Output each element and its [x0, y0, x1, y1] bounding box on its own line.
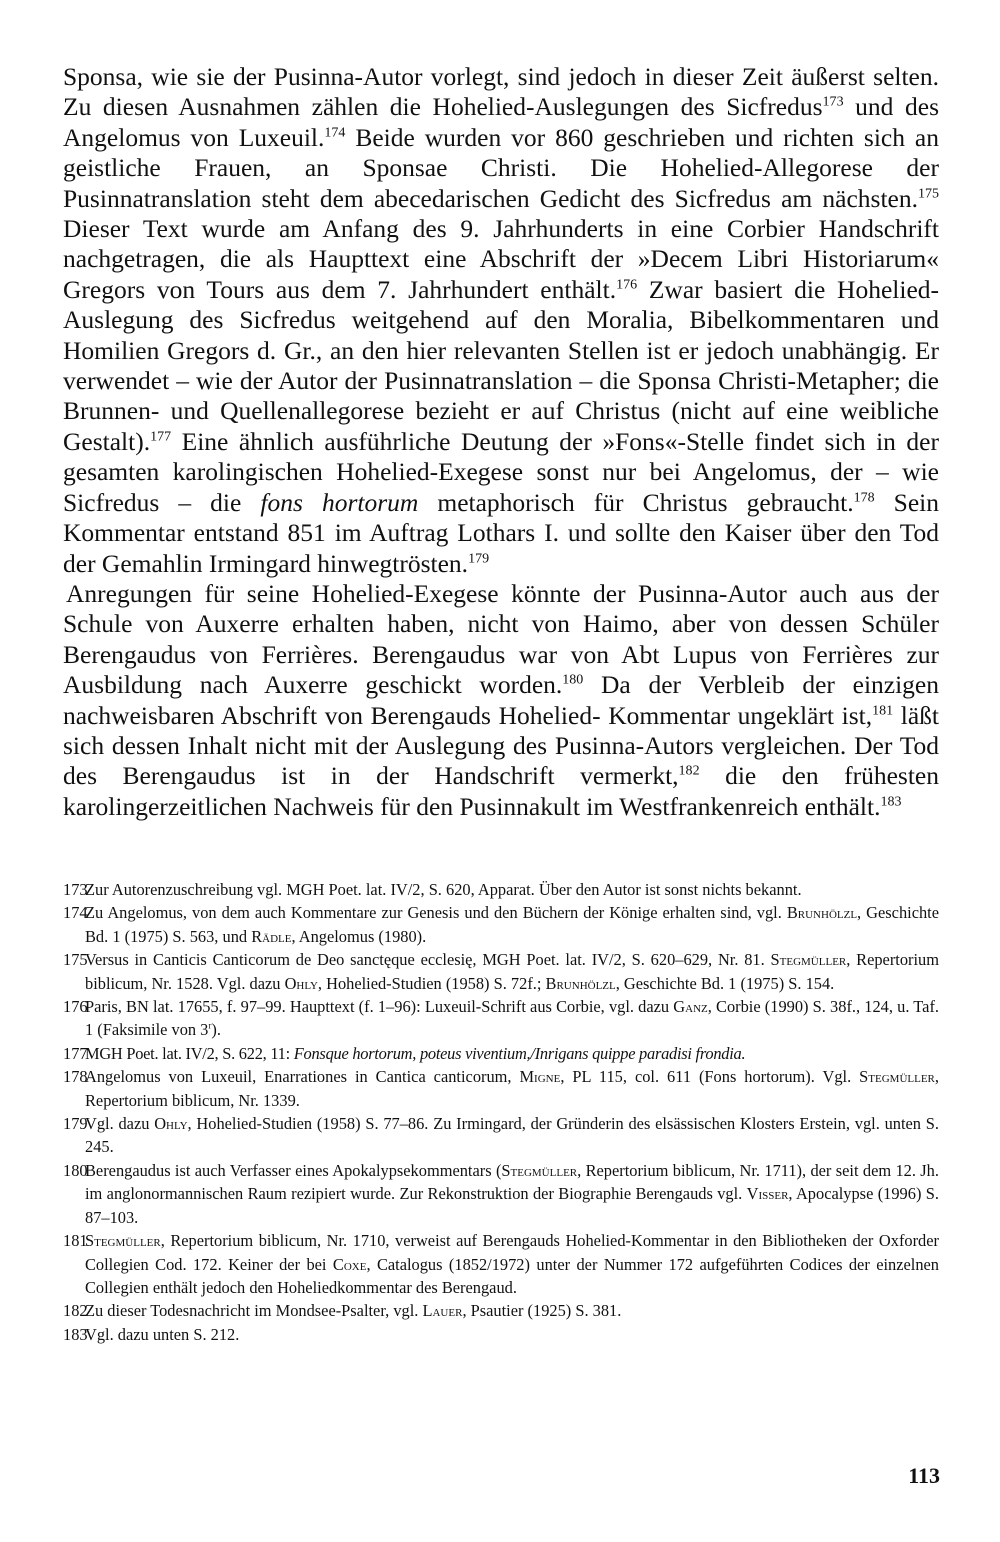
page-number: 113	[908, 1463, 940, 1488]
footnote-text	[85, 878, 939, 901]
footnote-ref-175: 175	[917, 186, 939, 202]
author-name: Ohly	[154, 1114, 188, 1134]
author-name: Stegmüller	[859, 1067, 935, 1087]
footnote-183	[63, 1323, 939, 1346]
author-name: Stegmüller	[85, 1231, 161, 1251]
footnote-number: 177	[63, 1043, 88, 1063]
author-name: Ganz	[673, 997, 708, 1017]
footnote-ref-182: 182	[678, 763, 700, 779]
footnote-text	[85, 1042, 939, 1065]
footnote-number: 182	[63, 1301, 88, 1321]
footnote-ref-178: 178	[853, 490, 875, 506]
author-name: Brunhölzl	[786, 903, 858, 923]
footnote-text	[85, 1323, 939, 1346]
text-run: ).	[211, 1020, 221, 1040]
author-name: Rädle	[251, 926, 292, 946]
footnote-text	[85, 901, 939, 948]
text-run: Versus in Canticis Canticorum de Deo sanctęque ecclesię, MGH Poet. lat. IV/2, S. 620–629, Nr. 81.	[85, 950, 771, 970]
text-run: , Repertorium biblicum, Nr. 1339.	[85, 1067, 939, 1110]
text-run: , Repertorium biblicum, Nr. 1710, verweist auf Berengauds Hohelied-Kommentar in den Bibliotheken der Oxforder Collegien Cod. 172. Keiner der bei	[85, 1231, 939, 1274]
text-run: , Geschichte Bd. 1 (1975) S. 563, und	[85, 903, 939, 946]
text-run: Sponsa, wie sie der Pusinna-Autor vorlegt, sind jedoch in dieser Zeit äußerst selten. Zu diesen Ausnahmen zählen die Hohelied-Auslegungen des Sicfredus	[63, 62, 939, 122]
text-run: MGH Poet. lat. IV/2, S. 622, 11:	[85, 1043, 294, 1063]
footnote-text	[85, 1065, 939, 1112]
text-run: die den frühesten karolingerzeitlichen Nachweis für den Pusinnakult im Westfrankenreich enthält.	[63, 761, 939, 821]
text-run: Dieser Text wurde am Anfang des 9. Jahrhunderts in eine Corbier Handschrift nachgetragen, die als Haupttext eine Abschrift der »Decem Libri Historiarum« Gregors von Tours aus dem 7. Jahrhundert enthält.	[63, 214, 939, 304]
text-run: , Repertorium biblicum, Nr. 1528. Vgl. dazu	[85, 950, 939, 993]
footnote-number: 178	[63, 1067, 88, 1087]
text-run: Zu dieser Todesnachricht im Mondsee-Psalter, vgl.	[85, 1301, 423, 1321]
footnote-number: 179	[63, 1114, 88, 1134]
footnote-174	[63, 901, 939, 948]
superscript: r	[208, 1020, 212, 1031]
text-run: Anregungen für seine Hohelied-Exegese könnte der Pusinna-Autor auch aus der Schule von Auxerre erhalten haben, nicht von Haimo, aber von dessen Schüler Berengaudus von Ferrières. Berengaudus war von Abt Lupus von Ferrières zur Ausbildung nach Auxerre geschickt worden.	[63, 578, 939, 700]
footnote-text	[85, 1229, 939, 1299]
text-run: Eine ähnlich ausführliche Deutung der »Fons«-Stelle findet sich in der gesamten karolingischen Hohelied-Exegese sonst nur bei Angelomus, der – wie Sicfredus – die	[63, 426, 939, 517]
footnote-179	[63, 1112, 939, 1159]
text-run: , Angelomus (1980).	[291, 926, 427, 946]
author-name: Ohly	[284, 973, 318, 993]
text-run: , PL 115, col. 611 (Fons hortorum). Vgl.	[560, 1067, 860, 1087]
text-run: Da der Verbleib der einzigen nachweisbaren Abschrift von Berengauds Hohelied- Kommentar ungeklärt ist,	[63, 670, 939, 730]
latin-quote: Fonsque hortorum, poteus viventium,/Inrigans quippe paradisi frondia.	[293, 1043, 746, 1063]
footnote-text	[85, 1299, 939, 1322]
text-run: Angelomus von Luxeuil, Enarrationes in Cantica canticorum,	[85, 1067, 520, 1087]
text-run: Zur Autorenzuschreibung vgl. MGH Poet. lat. IV/2, S. 620, Apparat. Über den Autor ist sonst nichts bekannt.	[85, 880, 802, 899]
footnote-text	[85, 948, 939, 995]
text-run: Zu Angelomus, von dem auch Kommentare zur Genesis und den Büchern der Könige erhalten sind, vgl.	[85, 903, 787, 923]
text-run: , Catalogus (1852/1972) unter der Nummer 172 aufgeführten Codices der einzelnen Collegien enthält jedoch den Hoheliedkommentar des Berengaud.	[85, 1254, 940, 1297]
footnote-number: 180	[63, 1160, 88, 1180]
footnote-number: 173	[63, 880, 88, 899]
main-text	[63, 62, 939, 822]
text-run: Berengaudus ist auch Verfasser eines Apokalypsekommentars (	[85, 1160, 502, 1180]
text-run: Sein Kommentar entstand 851 im Auftrag Lothars I. und sollte den Kaiser über den Tod der Gemahlin Irmingard hinwegtrösten.	[63, 487, 940, 578]
text-run: und des Angelomus von Luxeuil.	[63, 92, 940, 152]
text-run: , Repertorium biblicum, Nr. 1711), der seit dem 12. Jh. im anglonormannischen Raum rezipiert wurde. Zur Rekonstruktion der Biographie Berengauds vgl.	[85, 1160, 939, 1204]
footnote-181	[63, 1229, 939, 1299]
text-run: , Psautier (1925) S. 381.	[462, 1301, 622, 1321]
footnotes	[63, 878, 939, 1346]
italic-term: fons hortorum	[260, 487, 419, 517]
footnote-177	[63, 1042, 939, 1065]
author-name: Brunhölzl	[545, 973, 616, 993]
footnote-number: 174	[63, 903, 88, 923]
text-run: , Hohelied-Studien (1958) S. 72f.;	[317, 973, 546, 993]
footnote-178	[63, 1065, 939, 1112]
text-run: , Geschichte Bd. 1 (1975) S. 154.	[615, 973, 835, 993]
author-name: Visser	[746, 1184, 789, 1204]
paragraph-2	[63, 579, 939, 822]
text-run: Zwar basiert die Hohelied-Auslegung des Sicfredus weitgehend auf den Moralia, Bibelkommentaren und Homilien Gregors d. Gr., an den hier relevanten Stellen ist er jedoch unabhängig. Er verwendet – wie der Autor der Pusinnatranslation – die Sponsa Christi-Metapher; die Brunnen- und Quellenallegorese bezieht er auf Christus (nicht auf eine weibliche Gestalt).	[63, 274, 940, 456]
footnote-ref-173: 173	[822, 94, 844, 110]
text-run: , Corbie (1990) S. 38f., 124, u. Taf. 1 (Faksimile von 3	[85, 997, 940, 1040]
footnote-173	[63, 878, 939, 901]
footnote-ref-177: 177	[150, 429, 172, 445]
author-name: Stegmüller	[501, 1160, 578, 1180]
text-run: läßt sich dessen Inhalt nicht mit der Auslegung des Pusinna-Autors vergleichen. Der Tod des Berengaudus ist in der Handschrift vermerkt,	[63, 700, 939, 791]
author-name: Coxe	[332, 1254, 367, 1274]
text-run: Paris, BN lat. 17655, f. 97–99. Haupttext (f. 1–96): Luxeuil-Schrift aus Corbie, vgl. dazu	[85, 997, 674, 1017]
text-run: , Hohelied-Studien (1958) S. 77–86. Zu Irmingard, der Gründerin des elsässischen Klosters Erstein, vgl. unten S. 245.	[85, 1114, 939, 1157]
footnote-ref-174: 174	[324, 125, 346, 141]
footnote-ref-183: 183	[880, 794, 902, 810]
footnote-text	[85, 1159, 939, 1229]
text-run: metaphorisch für Christus gebraucht.	[418, 487, 854, 517]
text-run: Vgl. dazu	[85, 1114, 155, 1134]
author-name: Lauer	[422, 1301, 463, 1321]
text-run: , Apocalypse (1996) S. 87–103.	[85, 1184, 939, 1227]
footnote-182	[63, 1299, 939, 1322]
footnote-number: 176	[63, 997, 88, 1017]
author-name: Migne	[519, 1067, 561, 1087]
footnote-ref-179: 179	[468, 551, 490, 566]
footnote-text	[85, 1112, 939, 1159]
footnote-ref-181: 181	[872, 703, 894, 719]
footnote-number: 175	[63, 950, 88, 970]
footnote-180	[63, 1159, 939, 1229]
footnote-number: 181	[63, 1231, 88, 1251]
footnote-text	[85, 995, 939, 1042]
footnote-176	[63, 995, 939, 1042]
footnote-number: 183	[63, 1324, 88, 1344]
footnote-ref-180: 180	[562, 672, 584, 688]
text-run: Vgl. dazu unten S. 212.	[85, 1324, 240, 1344]
footnote-175	[63, 948, 939, 995]
footnote-ref-176: 176	[616, 277, 638, 293]
paragraph-1	[63, 62, 939, 579]
author-name: Stegmüller	[770, 950, 847, 970]
text-run: Beide wurden vor 860 geschrieben und richten sich an geistliche Frauen, an Sponsae Christi. Die Hohelied-Allegorese der Pusinnatranslation steht dem abecedarischen Gedicht des Sicfredus am nächsten.	[63, 122, 939, 213]
